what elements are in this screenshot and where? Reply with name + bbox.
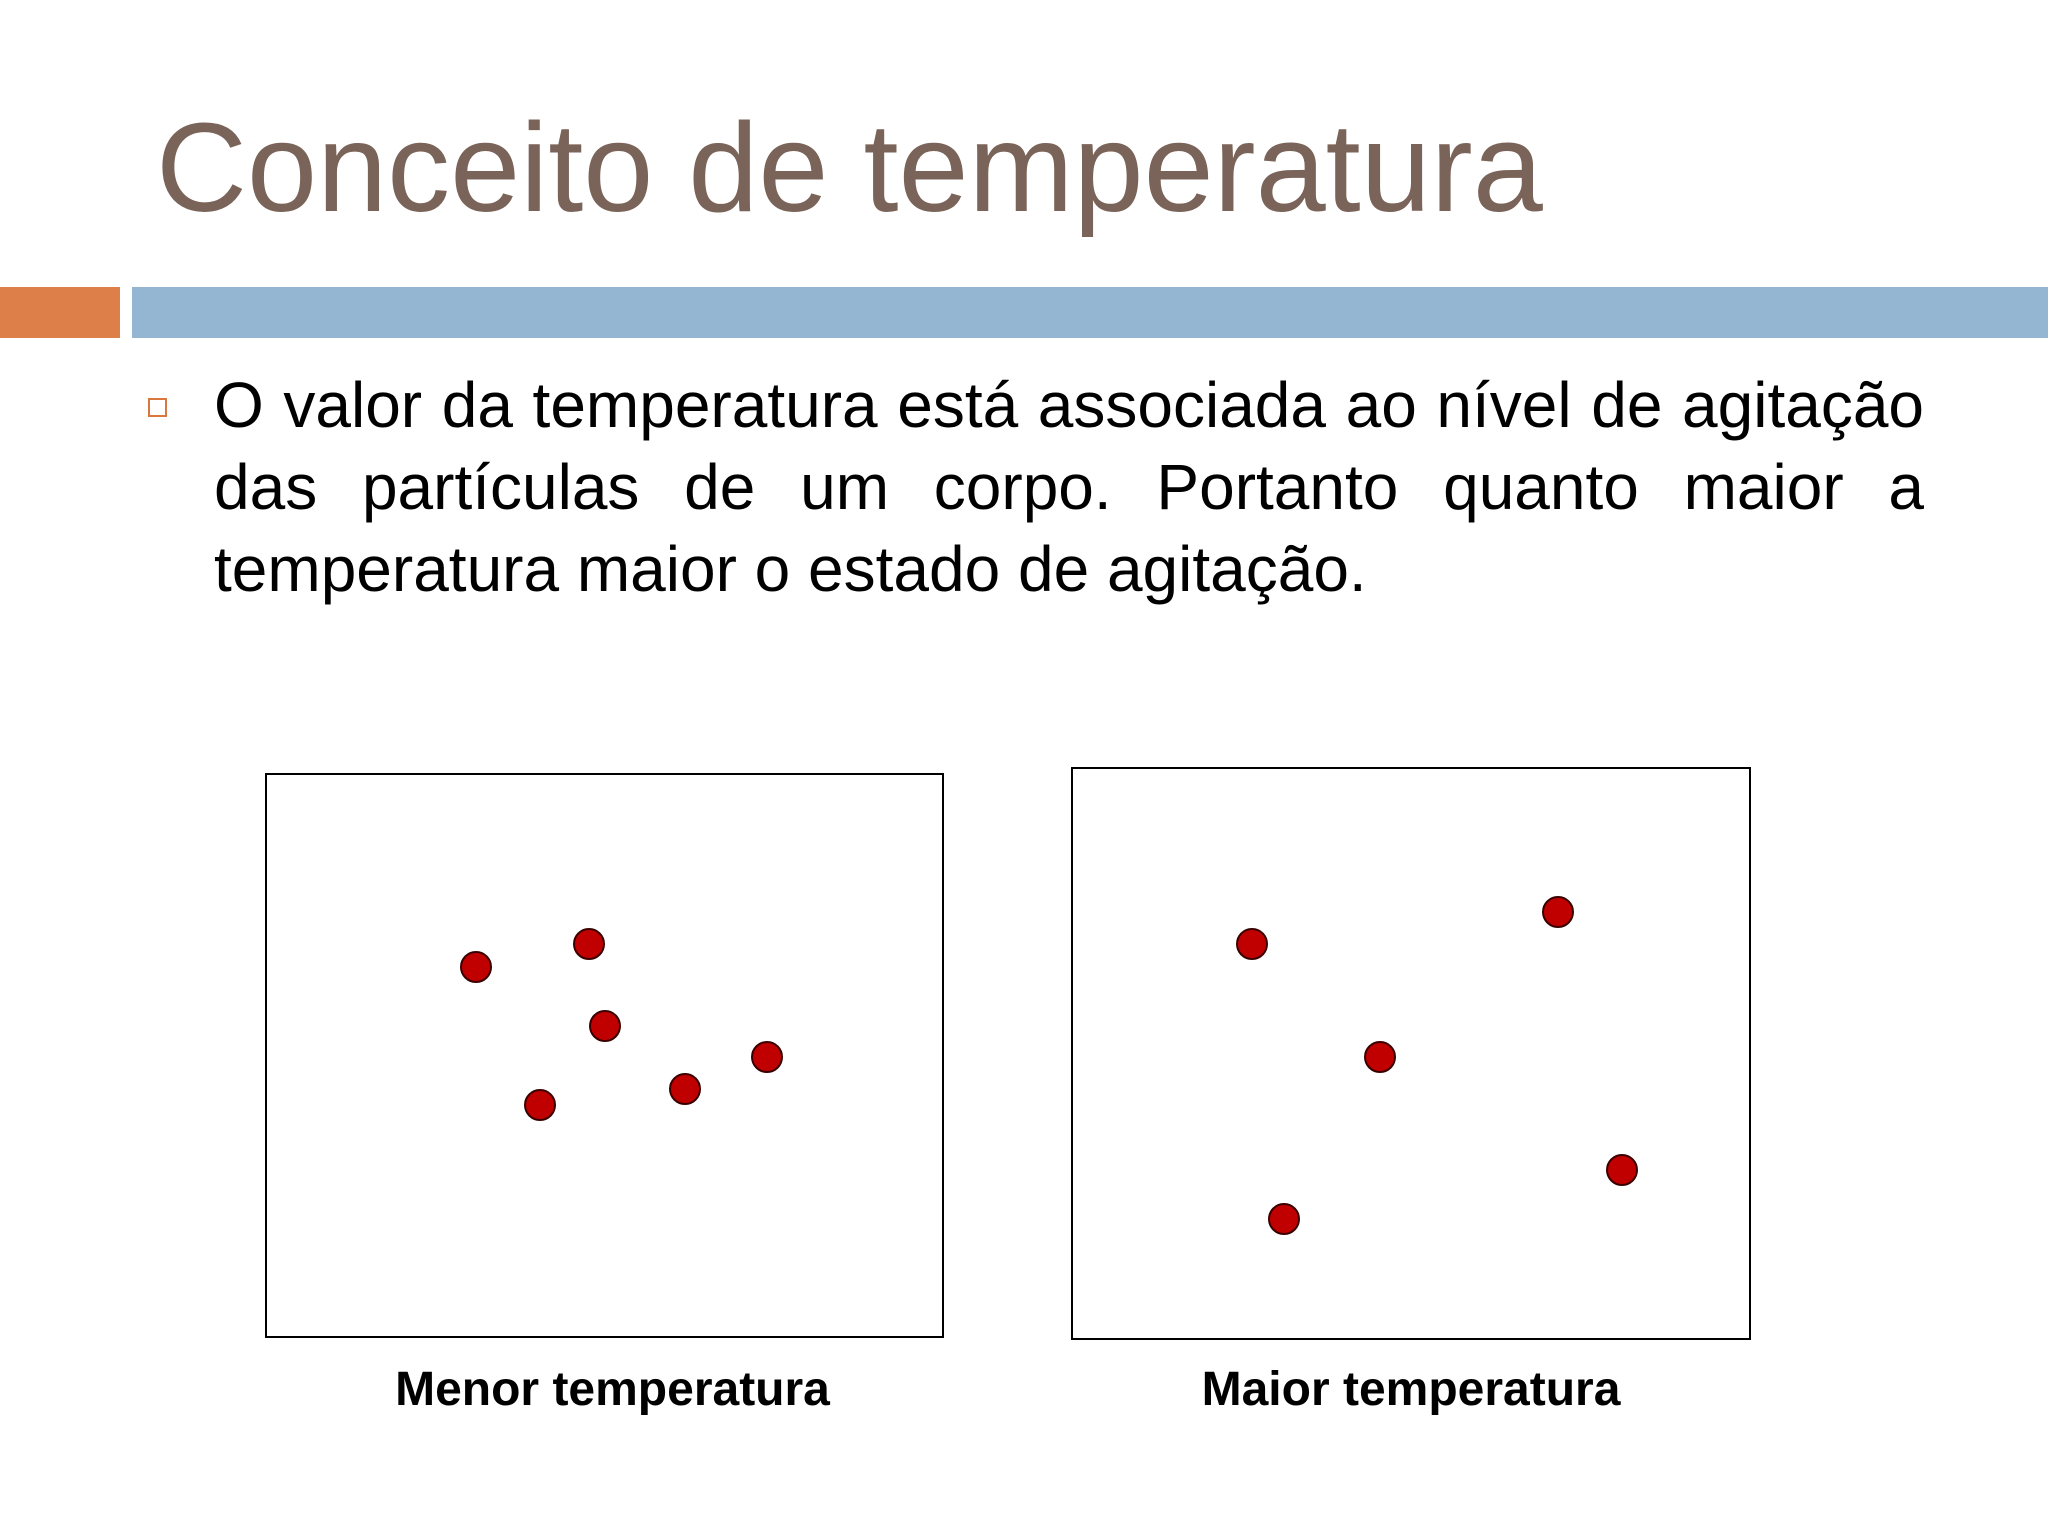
high-temperature-box: [1071, 767, 1751, 1340]
particle: [573, 928, 605, 960]
caption-low-temperature: Menor temperatura: [395, 1363, 830, 1416]
slide-title: Conceito de temperatura: [156, 97, 1543, 238]
bullet-text: O valor da temperatura está associada ao nível de agitação das partículas de um corpo. Portanto quanto maior a temperatura maior o estado de agitação.: [214, 369, 1924, 605]
accent-bar-blue: [132, 287, 2048, 338]
particle: [751, 1041, 783, 1073]
particle: [1236, 928, 1268, 960]
hollow-square-bullet-icon: [148, 398, 167, 417]
particle: [669, 1073, 701, 1105]
caption-high-temperature: Maior temperatura: [1201, 1363, 1621, 1416]
accent-bar-orange: [0, 287, 120, 338]
particle: [1268, 1203, 1300, 1235]
particle: [589, 1010, 621, 1042]
particle: [1364, 1041, 1396, 1073]
particle: [460, 951, 492, 983]
particle: [1606, 1154, 1638, 1186]
particle: [524, 1089, 556, 1121]
particle: [1542, 896, 1574, 928]
low-temperature-box: [265, 773, 944, 1338]
